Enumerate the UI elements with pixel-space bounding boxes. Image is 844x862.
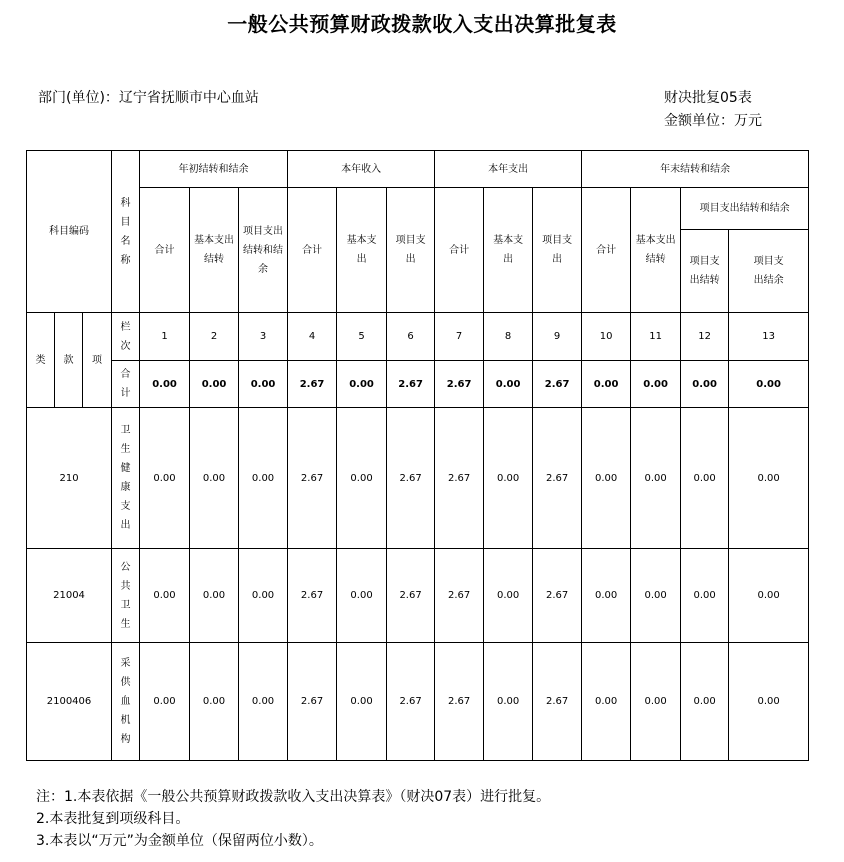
total-cell: 0.00: [190, 361, 239, 408]
value-cell: 0.00: [582, 643, 631, 761]
value-cell: 2.67: [288, 408, 337, 549]
value-cell: 2.67: [533, 643, 582, 761]
col-no: 10: [582, 313, 631, 361]
value-cell: 0.00: [631, 549, 681, 643]
col-no: 5: [337, 313, 387, 361]
value-cell: 2.67: [387, 643, 435, 761]
col-no: 7: [435, 313, 484, 361]
header-expense-project: 项目支出: [533, 188, 582, 313]
header-income-project: 项目支出: [387, 188, 435, 313]
value-cell: 0.00: [239, 408, 288, 549]
value-cell: 2.67: [435, 549, 484, 643]
header-group-expense: 本年支出: [435, 151, 582, 188]
total-cell: 0.00: [239, 361, 288, 408]
value-cell: 0.00: [729, 549, 809, 643]
header-class: 类: [27, 313, 55, 408]
value-cell: 0.00: [582, 549, 631, 643]
value-cell: 0.00: [631, 408, 681, 549]
department-label: 部门(单位)：辽宁省抚顺市中心血站: [38, 90, 259, 106]
header-begin-project-carry-balance: 项目支出结转和结余: [239, 188, 288, 313]
value-cell: 2.67: [387, 549, 435, 643]
total-cell: 2.67: [533, 361, 582, 408]
total-cell: 2.67: [435, 361, 484, 408]
value-cell: 0.00: [190, 408, 239, 549]
form-number: 财决批复05表: [664, 90, 752, 106]
col-no: 3: [239, 313, 288, 361]
col-no: 11: [631, 313, 681, 361]
col-no: 1: [140, 313, 190, 361]
header-begin-total: 合计: [140, 188, 190, 313]
note-line: 注：1.本表依据《一般公共预算财政拨款收入支出决算表》（财决07表）进行批复。: [36, 789, 551, 805]
header-end-basic-carry: 基本支出结转: [631, 188, 681, 313]
total-cell: 0.00: [681, 361, 729, 408]
amount-unit: 金额单位：万元: [664, 113, 762, 129]
table-row: [27, 408, 809, 549]
header-end-project-carry: 项目支出结转: [681, 230, 729, 313]
col-no: 4: [288, 313, 337, 361]
header-section: 款: [55, 313, 83, 408]
header-end-project-carry-balance: 项目支出结转和结余: [681, 188, 809, 230]
page-title: 一般公共预算财政拨款收入支出决算批复表: [227, 12, 617, 36]
value-cell: 0.00: [484, 643, 533, 761]
col-no: 8: [484, 313, 533, 361]
header-expense-basic: 基本支出: [484, 188, 533, 313]
subject-code: 2100406: [27, 643, 112, 761]
header-group-income: 本年收入: [288, 151, 435, 188]
col-no: 2: [190, 313, 239, 361]
value-cell: 0.00: [484, 408, 533, 549]
header-group-end: 年末结转和结余: [582, 151, 809, 188]
value-cell: 2.67: [435, 643, 484, 761]
total-cell: 2.67: [387, 361, 435, 408]
table-row: [27, 643, 809, 761]
value-cell: 0.00: [140, 549, 190, 643]
value-cell: 0.00: [337, 643, 387, 761]
value-cell: 0.00: [729, 408, 809, 549]
subject-code: 21004: [27, 549, 112, 643]
subject-code: 210: [27, 408, 112, 549]
header-expense-total: 合计: [435, 188, 484, 313]
value-cell: 0.00: [239, 549, 288, 643]
value-cell: 0.00: [337, 408, 387, 549]
value-cell: 0.00: [140, 643, 190, 761]
value-cell: 0.00: [190, 643, 239, 761]
header-column-no: 栏次: [112, 313, 140, 361]
value-cell: 0.00: [190, 549, 239, 643]
header-end-total: 合计: [582, 188, 631, 313]
value-cell: 2.67: [533, 408, 582, 549]
subject-name: 卫生健康支出: [112, 408, 140, 549]
value-cell: 0.00: [729, 643, 809, 761]
header-group-begin: 年初结转和结余: [140, 151, 288, 188]
total-cell: 2.67: [288, 361, 337, 408]
col-no: 9: [533, 313, 582, 361]
total-cell: 0.00: [140, 361, 190, 408]
value-cell: 0.00: [337, 549, 387, 643]
subject-name: 公共卫生: [112, 549, 140, 643]
header-income-total: 合计: [288, 188, 337, 313]
total-cell: 0.00: [337, 361, 387, 408]
value-cell: 0.00: [681, 408, 729, 549]
value-cell: 2.67: [387, 408, 435, 549]
value-cell: 2.67: [435, 408, 484, 549]
total-row: [27, 361, 809, 408]
total-cell: 0.00: [631, 361, 681, 408]
total-cell: 0.00: [582, 361, 631, 408]
col-no: 12: [681, 313, 729, 361]
value-cell: 0.00: [582, 408, 631, 549]
value-cell: 0.00: [681, 549, 729, 643]
table-row: [27, 549, 809, 643]
notes: [36, 786, 550, 852]
value-cell: 0.00: [140, 408, 190, 549]
header-subject-code: 科目编码: [27, 151, 112, 313]
approval-table: [26, 150, 809, 761]
header-begin-basic-carry: 基本支出结转: [190, 188, 239, 313]
value-cell: 0.00: [631, 643, 681, 761]
value-cell: 2.67: [288, 549, 337, 643]
total-label: 合计: [112, 361, 140, 408]
col-no: 6: [387, 313, 435, 361]
header-end-project-balance: 项目支出结余: [729, 230, 809, 313]
col-no: 13: [729, 313, 809, 361]
value-cell: 0.00: [681, 643, 729, 761]
value-cell: 0.00: [239, 643, 288, 761]
value-cell: 2.67: [533, 549, 582, 643]
value-cell: 0.00: [484, 549, 533, 643]
subject-name: 采供血机构: [112, 643, 140, 761]
header-item: 项: [83, 313, 112, 408]
header-subject-name: 科目名称: [112, 151, 140, 313]
total-cell: 0.00: [484, 361, 533, 408]
note-line: 3.本表以“万元”为金额单位（保留两位小数）。: [36, 833, 323, 849]
note-line: 2.本表批复到项级科目。: [36, 811, 190, 827]
header-income-basic: 基本支出: [337, 188, 387, 313]
total-cell: 0.00: [729, 361, 809, 408]
value-cell: 2.67: [288, 643, 337, 761]
